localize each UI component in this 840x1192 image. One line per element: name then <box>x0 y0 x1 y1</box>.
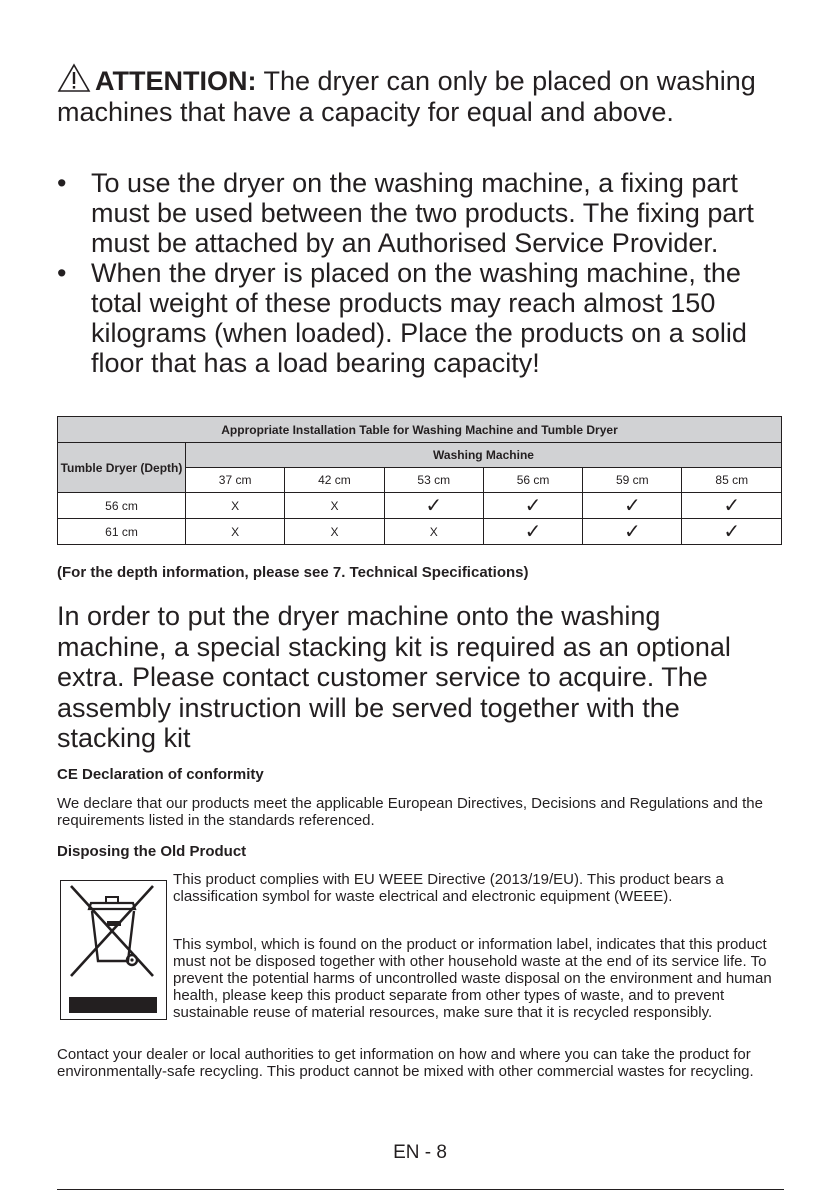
disposal-paragraph: This symbol, which is found on the product or information label, indicates that this product must not be disposed together with other household waste at the end of its service life. To prevent the potential harms of uncontrolled waste disposal on the environment and human health, please keep this product separate from other types of waste, and to prevent sustainable reuse of material resources, make sure that it is recycled responsibly. <box>173 936 772 1021</box>
table-row <box>58 493 782 519</box>
table-cell: X <box>384 519 483 545</box>
column-header: 42 cm <box>285 468 384 493</box>
table-title-row <box>58 417 782 443</box>
warning-triangle-icon <box>57 63 91 93</box>
disposal-paragraph: Contact your dealer or local authorities to get information on how and where you can take the product for environmentally-safe recycling. This product cannot be mixed with other commercial wastes for recycling. <box>57 1046 754 1080</box>
table-row <box>58 519 782 545</box>
ce-declaration-text: We declare that our products meet the applicable European Directives, Decisions and Regulations and the requirements listed in the standards referenced. <box>57 795 763 829</box>
list-item <box>57 258 797 378</box>
table-title: Appropriate Installation Table for Washing Machine and Tumble Dryer <box>58 417 782 443</box>
table-cell: X <box>186 519 285 545</box>
bullet-symbol: • <box>57 168 67 198</box>
bullet-text: When the dryer is placed on the washing machine, the total weight of these products may reach almost 150 kilograms (when loaded). Place the products on a solid floor that has a load bearing capacity! <box>91 258 747 378</box>
table-cell: ✓ <box>483 493 582 519</box>
column-header: 85 cm <box>682 468 782 493</box>
installation-table <box>57 416 782 545</box>
table-cell: ✓ <box>682 493 782 519</box>
footer-divider <box>57 1189 784 1190</box>
table-cell: ✓ <box>583 493 682 519</box>
bullet-text: To use the dryer on the washing machine, a fixing part must be used between the two products. The fixing part must be attached by an Authorised Service Provider. <box>91 168 754 258</box>
list-item <box>57 168 797 258</box>
column-header: 53 cm <box>384 468 483 493</box>
tumble-dryer-header: Tumble Dryer (Depth) <box>58 443 186 493</box>
ce-declaration-heading: CE Declaration of conformity <box>57 766 264 783</box>
table-note: (For the depth information, please see 7. Technical Specifications) <box>57 564 529 581</box>
table-cell: ✓ <box>583 519 682 545</box>
table-cell: X <box>285 493 384 519</box>
washing-machine-header: Washing Machine <box>186 443 782 468</box>
disposal-paragraph: This product complies with EU WEEE Directive (2013/19/EU). This product bears a classification symbol for waste electrical and electronic equipment (WEEE). <box>173 871 724 905</box>
row-label: 61 cm <box>58 519 186 545</box>
table-cell: ✓ <box>483 519 582 545</box>
disposing-heading: Disposing the Old Product <box>57 843 247 860</box>
instruction-bullet-list <box>57 168 797 378</box>
bullet-symbol: • <box>57 258 67 288</box>
table-cell: X <box>186 493 285 519</box>
table-cell: X <box>285 519 384 545</box>
attention-label: ATTENTION: <box>95 66 257 96</box>
column-header: 56 cm <box>483 468 582 493</box>
table-header-row <box>58 443 782 468</box>
attention-text: The dryer can only be placed on washing machines that have a capacity for equal and above. <box>57 66 756 127</box>
stacking-kit-paragraph: In order to put the dryer machine onto the washing machine, a special stacking kit is required as an optional extra. Please contact customer service to acquire. The assembly instruction will be served together with the stacking kit <box>57 601 731 753</box>
page-number: EN - 8 <box>393 1142 447 1163</box>
column-header: 37 cm <box>186 468 285 493</box>
row-label: 56 cm <box>58 493 186 519</box>
table-cell: ✓ <box>384 493 483 519</box>
attention-paragraph <box>57 63 797 128</box>
crossed-out-wheelie-bin-icon <box>60 880 167 1020</box>
column-header: 59 cm <box>583 468 682 493</box>
table-cell: ✓ <box>682 519 782 545</box>
